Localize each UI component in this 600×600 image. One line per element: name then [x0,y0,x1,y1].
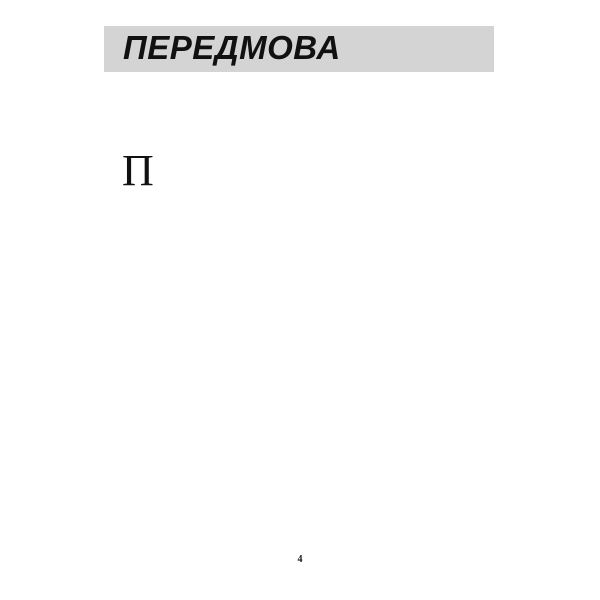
page-number: 4 [297,554,303,565]
dropcap: П [122,152,154,195]
page-title: ПЕРЕДМОВА [123,29,341,66]
preface-body [122,152,479,530]
